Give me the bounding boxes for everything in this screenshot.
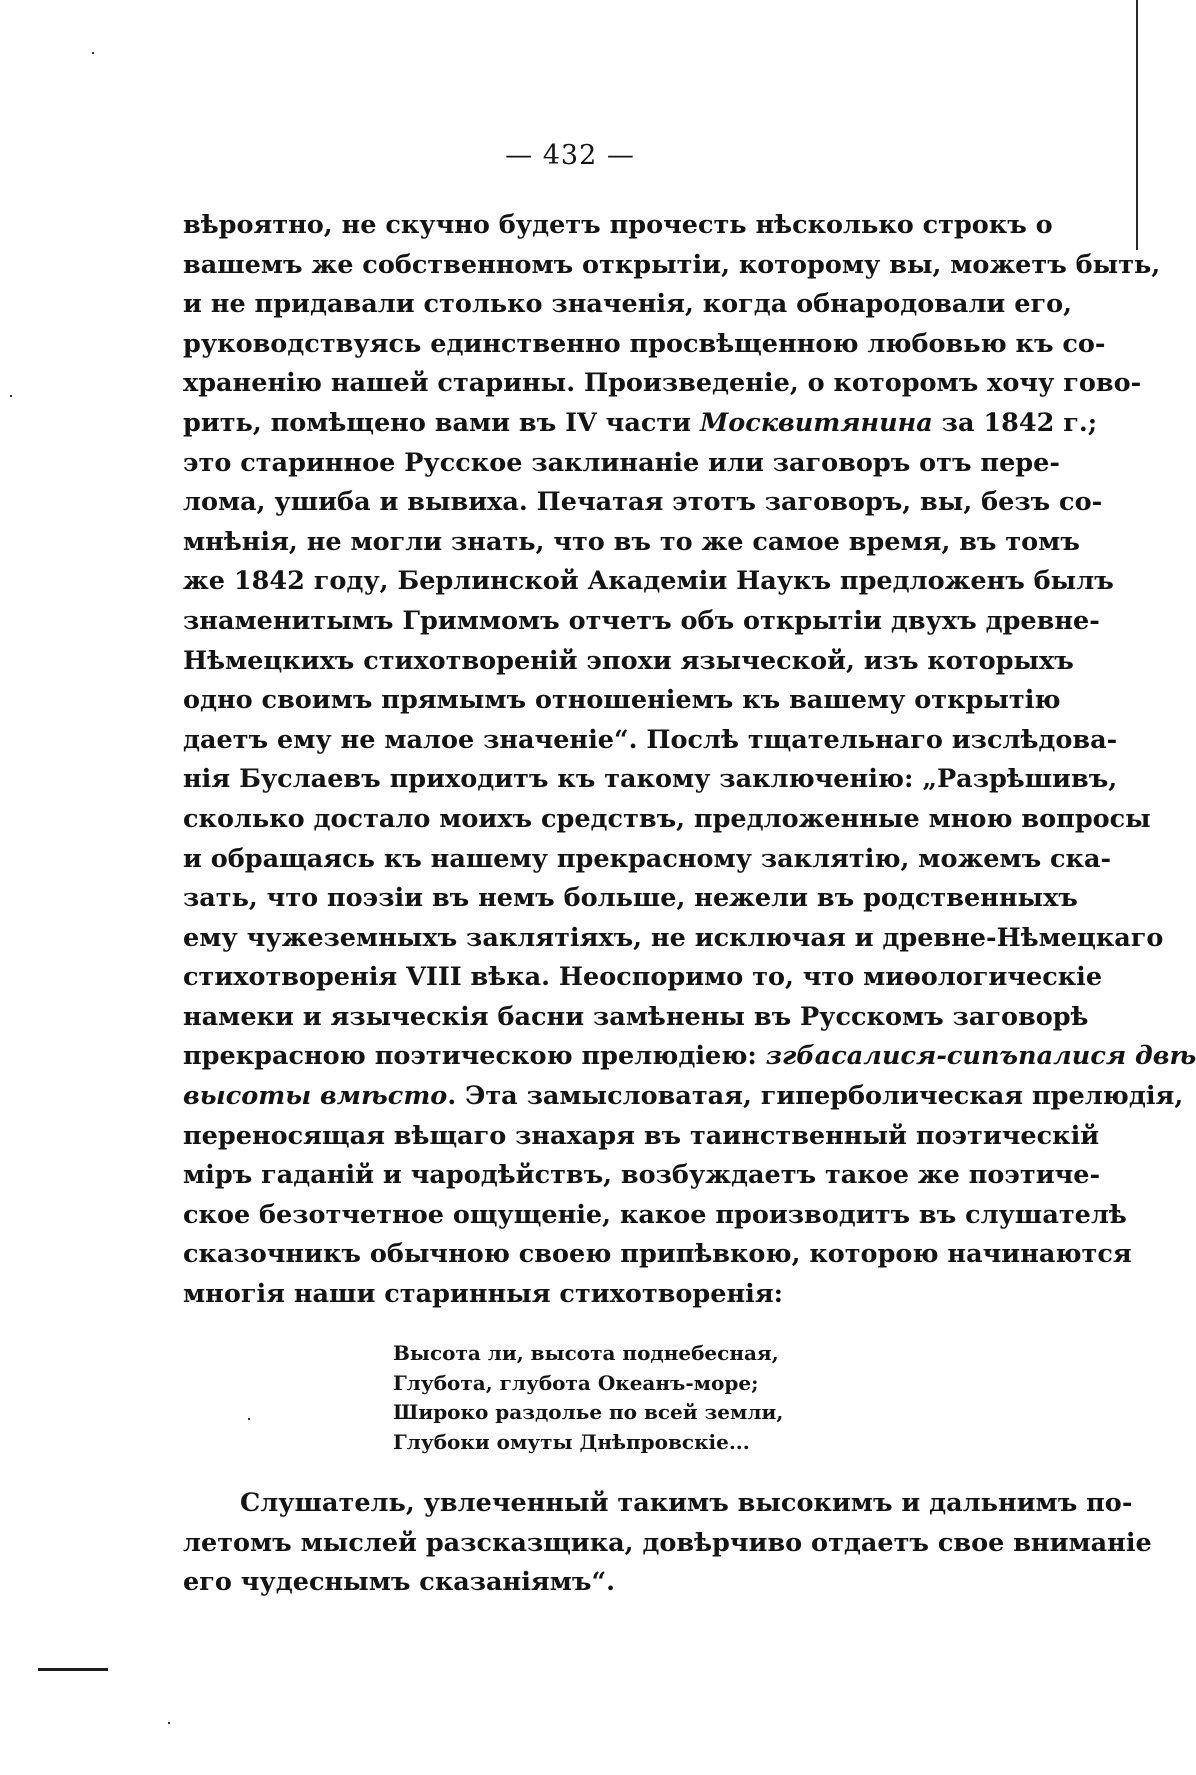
scan-speck (168, 1722, 170, 1724)
text-line (183, 404, 1098, 444)
text-line: Слушатель, увлеченный такимъ высокимъ и дальнимъ по- (240, 1488, 1133, 1518)
text-line: ское безотчетное ощущеніе, какое производитъ въ слушателѣ (183, 1199, 1127, 1230)
text-line: это старинное Русское заклинаніе или заговоръ отъ пере- (183, 447, 1060, 478)
verse-line: Высота ли, высота поднебесная, (393, 1341, 779, 1365)
text-line: ему чужеземныхъ заклятіяхъ, не исключая и древне-Нѣмецкаго (183, 922, 1164, 953)
text-line: его чудеснымъ сказаніямъ“. (183, 1567, 615, 1598)
text-line: знаменитымъ Гриммомъ отчетъ объ открытіи двухъ древне- (183, 605, 1100, 636)
text-line: летомъ мыслей разсказщика, довѣрчиво отдаетъ свое вниманіе (183, 1527, 1152, 1558)
quote-italic: высоты вмѣсто (183, 1081, 448, 1112)
verse-line: Глубоки омуты Днѣпровскіе... (393, 1429, 750, 1454)
text-run: . Эта замысловатая, гиперболическая прелюдія, (447, 1081, 1184, 1112)
quote-italic: згбасалися-сипъпалися двѣ (765, 1041, 1196, 1072)
text-line: Нѣмецкихъ стихотвореній эпохи языческой, изъ которыхъ (183, 645, 1074, 676)
text-line: зать, что поэзіи въ немъ больше, нежели въ родственныхъ (183, 883, 1078, 914)
text-line: стихотворенія VIII вѣка. Неоспоримо то, что миѳологическіе (183, 962, 1103, 993)
text-line: лома, ушиба и вывиха. Печатая этотъ заговоръ, вы, безъ со- (183, 487, 1103, 518)
scan-speck (10, 395, 12, 397)
text-line: міръ гаданій и чародѣйствъ, возбуждаетъ такое же поэтиче- (183, 1160, 1101, 1191)
text-run: за 1842 г.; (932, 407, 1098, 438)
text-line: намеки и языческія басни замѣнены въ Русскомъ заговорѣ (183, 1001, 1089, 1032)
text-line: мнѣнія, не могли знать, что въ то же самое время, въ томъ (183, 526, 1080, 557)
main-paragraph (183, 206, 1196, 1315)
text-line: и не придавали столько значенія, когда обнародовали его, (183, 289, 1072, 320)
text-line: сказочникъ обычною своею припѣвкою, которою начинаются (183, 1239, 1132, 1270)
verse-line: Широко раздолье по всей земли, (393, 1400, 784, 1424)
text-line: даетъ ему не малое значеніе“. Послѣ тщательнаго изслѣдова- (183, 724, 1118, 755)
text-run: рить, помѣщено вами въ IV части (183, 407, 700, 438)
verse-quote (393, 1339, 783, 1457)
text-line: руководствуясь единственно просвѣщенною любовью къ со- (183, 328, 1106, 359)
text-run: прекрасною поэтическою прелюдіею: (183, 1041, 766, 1072)
margin-rule (38, 1668, 108, 1671)
text-line: переносящая вѣщаго знахаря въ таинственный поэтическій (183, 1120, 1100, 1151)
text-line: нія Буслаевъ приходитъ къ такому заключенію: „Разрѣшивъ, (183, 764, 1118, 795)
page-number: — 432 — (505, 140, 635, 171)
text-line: одно своимъ прямымъ отношеніемъ къ вашему открытію (183, 685, 1061, 716)
text-line (183, 1037, 1196, 1077)
binding-edge (1136, 0, 1138, 250)
closing-paragraph (183, 1484, 1152, 1603)
text-line (183, 1077, 1184, 1117)
scan-speck (92, 52, 94, 54)
verse-line: Глубота, глубота Океанъ-море; (393, 1370, 759, 1395)
text-line: храненію нашей старины. Произведеніе, о которомъ хочу гово- (183, 368, 1142, 399)
text-line: сколько достало моихъ средствъ, предложенные мною вопросы (183, 803, 1151, 834)
scan-speck (248, 1418, 250, 1420)
text-line: вѣроятно, не скучно будетъ прочесть нѣсколько строкъ о (183, 210, 1053, 240)
text-line: же 1842 году, Берлинской Академіи Наукъ предложенъ былъ (183, 566, 1114, 597)
text-line: многія наши старинныя стихотворенія: (183, 1279, 784, 1310)
journal-title-italic: Москвитянина (699, 407, 933, 438)
text-line: вашемъ же собственномъ открытіи, которому вы, можетъ быть, (183, 249, 1161, 280)
text-line: и обращаясь къ нашему прекрасному заклятію, можемъ ска- (183, 843, 1112, 874)
